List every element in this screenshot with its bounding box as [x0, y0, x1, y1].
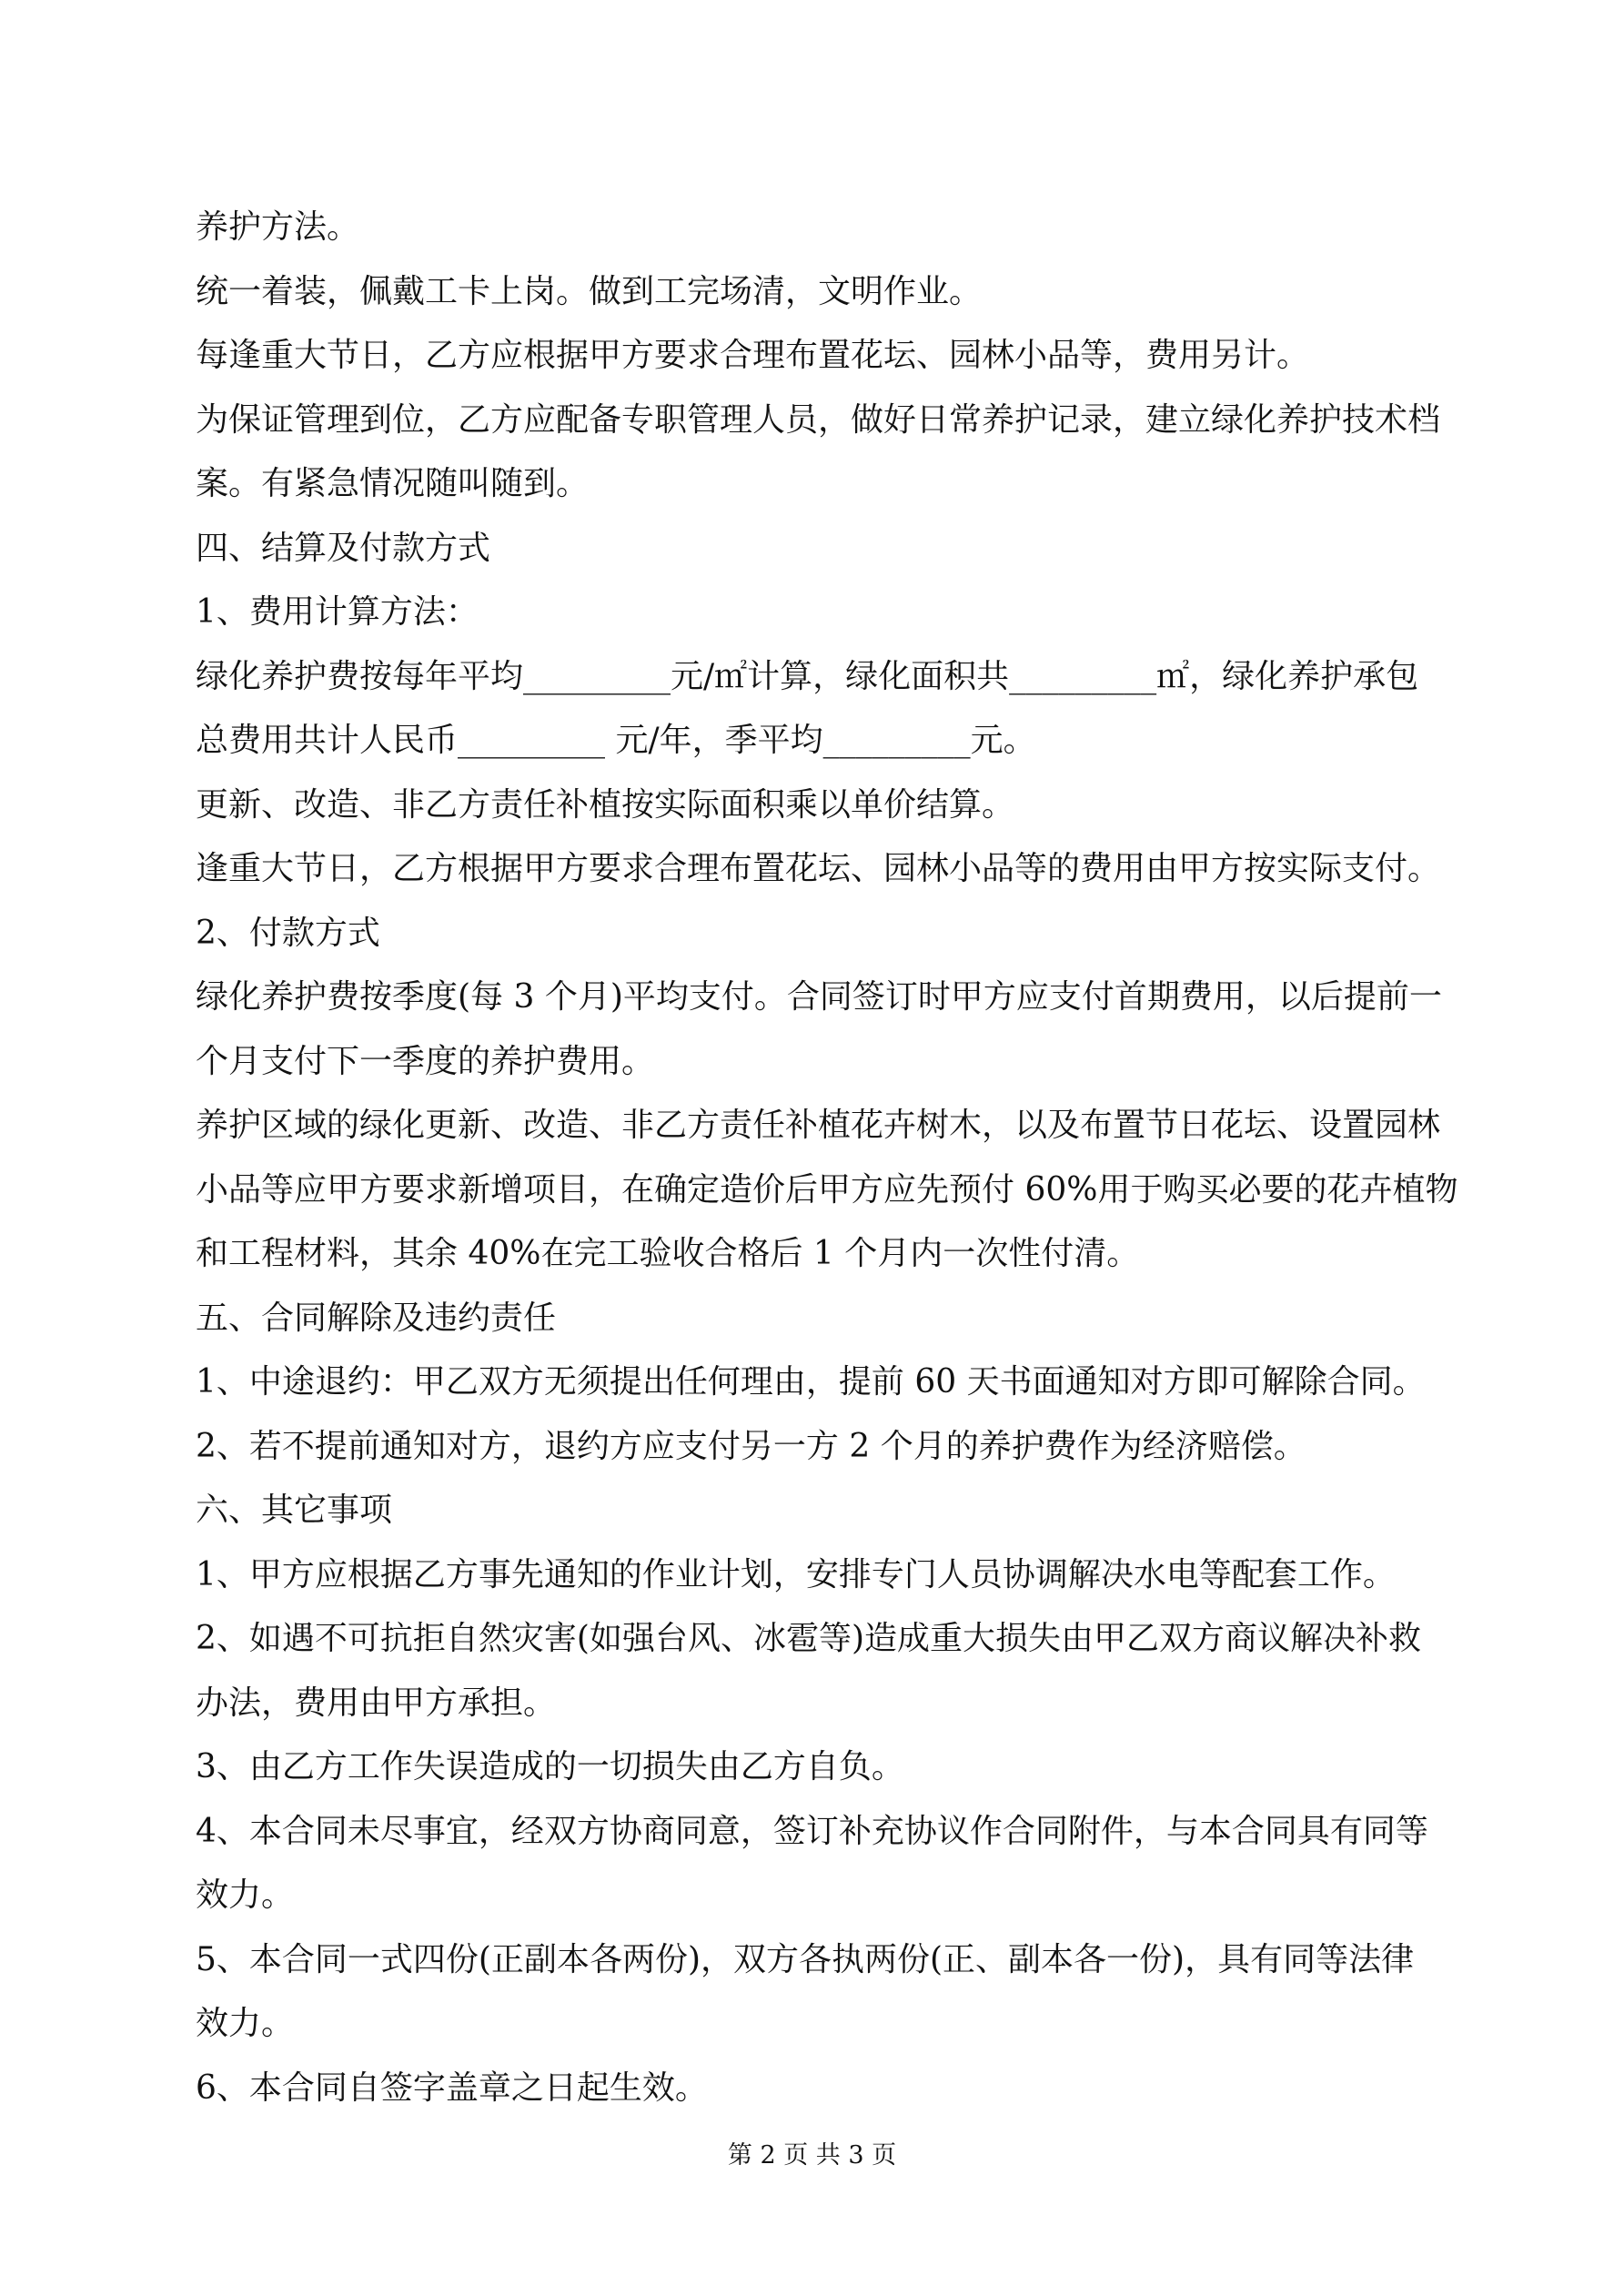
- paragraph-quarterly-payment: [196, 966, 1447, 1094]
- paragraph-line: 1、中途退约：甲乙双方无须提出任何理由，提前 60 天书面通知对方即可解除合同。: [196, 1363, 1426, 1401]
- paragraph-holiday-layout: [196, 324, 1447, 389]
- clause-supplementary-agreement: [196, 1800, 1447, 1928]
- paragraph-fee-formula: [196, 645, 1447, 774]
- paragraph-line: 每逢重大节日，乙方应根据甲方要求合理布置花坛、园林小品等，费用另计。: [196, 337, 1310, 374]
- paragraph-line: 绿化养护费按季度(每 3 个月)平均支付。合同签订时甲方应支付首期费用，以后提前一: [196, 978, 1442, 1016]
- paragraph-line: 6、本合同自签字盖章之日起生效。: [196, 2068, 708, 2107]
- paragraph-line: 总费用共计人民币_________ 元/年，季平均_________元。: [196, 722, 1036, 759]
- clause-party-b-fault: [196, 1735, 1447, 1800]
- paragraph-line: 办法，费用由甲方承担。: [196, 1684, 557, 1722]
- paragraph-holiday-fee: [196, 837, 1447, 902]
- paragraph-line: 2、如遇不可抗拒自然灾害(如强台风、冰雹等)造成重大损失由甲乙双方商议解决补救: [196, 1620, 1421, 1657]
- clause-coordination: [196, 1543, 1447, 1608]
- paragraph-line: 3、由乙方工作失误造成的一切损失由乙方自负。: [196, 1748, 904, 1785]
- section-heading-termination: [196, 1287, 1447, 1351]
- clause-payment-method: [196, 902, 1447, 966]
- section-heading: 四、结算及付款方式: [196, 529, 491, 567]
- paragraph-line: 效力。: [196, 2005, 295, 2042]
- paragraph-line: 和工程材料，其余 40%在完工验收合格后 1 个月内一次性付清。: [196, 1235, 1140, 1272]
- paragraph-new-project-payment: [196, 1094, 1458, 1287]
- page-number-footer: 第 2 页 共 3 页: [727, 2141, 897, 2170]
- clause-force-majeure: [196, 1607, 1447, 1735]
- paragraph-line: 养护区域的绿化更新、改造、非乙方责任补植花卉树木，以及布置节日花坛、设置园林: [196, 1107, 1441, 1144]
- section-heading-other-matters: [196, 1479, 1447, 1543]
- clause-compensation: [196, 1415, 1447, 1480]
- clause-early-termination: [196, 1350, 1447, 1415]
- clause-copies: [196, 1928, 1447, 2057]
- document-body: [196, 196, 1458, 2120]
- clause-heading: 1、费用计算方法：: [196, 593, 479, 631]
- clause-effective-date: [196, 2057, 1447, 2121]
- paragraph-line: 5、本合同一式四份(正副本各两份)，双方各执两份(正、副本各一份)，具有同等法律: [196, 1940, 1415, 1978]
- paragraph-line: 逢重大节日，乙方根据甲方要求合理布置花坛、园林小品等的费用由甲方按实际支付。: [196, 850, 1441, 887]
- section-heading: 六、其它事项: [196, 1492, 393, 1529]
- paragraph-line: 养护方法。: [196, 208, 360, 246]
- paragraph-line: 统一着装，佩戴工卡上岗。做到工完场清，文明作业。: [196, 272, 983, 310]
- paragraph-line: 为保证管理到位，乙方应配备专职管理人员，做好日常养护记录，建立绿化养护技术档: [196, 400, 1441, 439]
- paragraph-management-staff: [196, 389, 1447, 517]
- paragraph-line: 更新、改造、非乙方责任补植按实际面积乘以单价结算。: [196, 785, 1015, 824]
- paragraph-replanting-settlement: [196, 774, 1447, 838]
- paragraph-line: 4、本合同未尽事宜，经双方协商同意，签订补充协议作合同附件，与本合同具有同等: [196, 1812, 1428, 1850]
- paragraph-line: 1、甲方应根据乙方事先通知的作业计划，安排专门人员协调解决水电等配套工作。: [196, 1555, 1396, 1593]
- paragraph-line: 小品等应甲方要求新增项目，在确定造价后甲方应先预付 60%用于购买必要的花卉植物: [196, 1170, 1458, 1209]
- paragraph-uniform: [196, 260, 1447, 325]
- clause-fee-calculation: [196, 581, 1447, 645]
- paragraph-line: 案。有紧急情况随叫随到。: [196, 465, 590, 502]
- paragraph-line: 2、若不提前通知对方，退约方应支付另一方 2 个月的养护费作为经济赔偿。: [196, 1427, 1306, 1465]
- clause-heading: 2、付款方式: [196, 914, 380, 952]
- paragraph-maintenance-method: [196, 196, 1447, 260]
- section-heading: 五、合同解除及违约责任: [196, 1299, 557, 1337]
- paragraph-line: 绿化养护费按每年平均_________元/㎡计算，绿化面积共_________㎡，绿化养护承包: [196, 657, 1419, 695]
- paragraph-line: 个月支付下一季度的养护费用。: [196, 1042, 655, 1080]
- section-heading-settlement: [196, 517, 1447, 582]
- paragraph-line: 效力。: [196, 1876, 295, 1914]
